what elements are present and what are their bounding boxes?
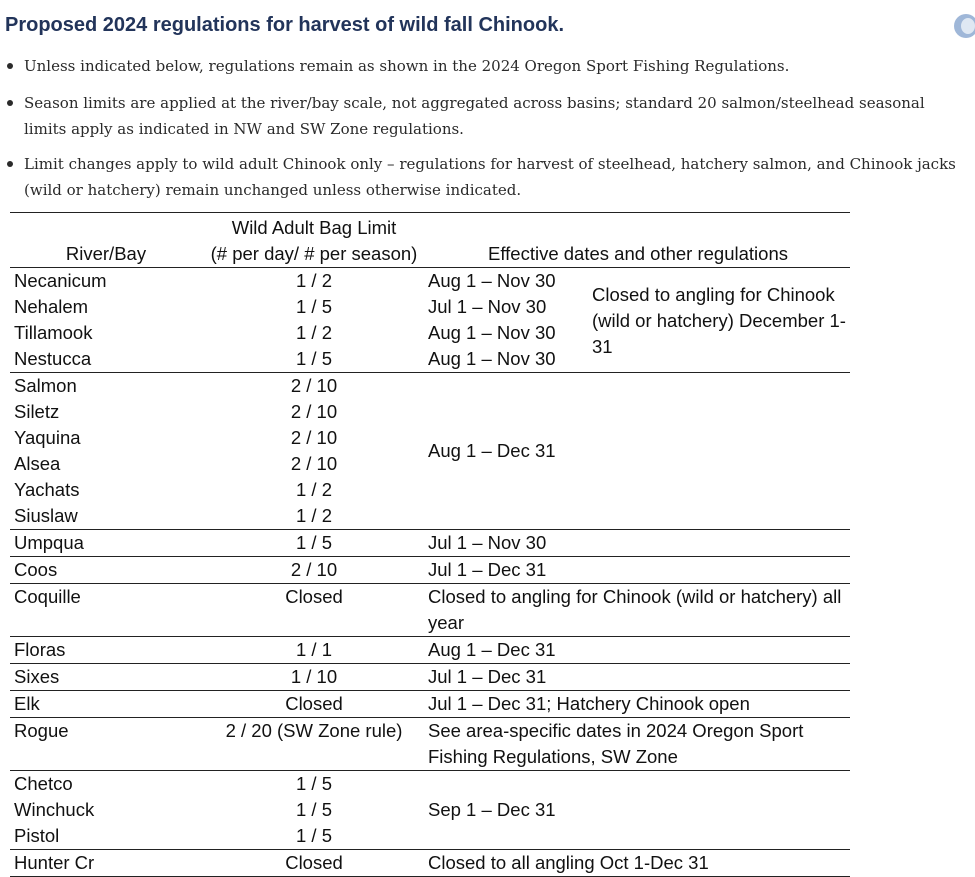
river-name: Pistol bbox=[14, 825, 60, 846]
bag-limit: Closed bbox=[285, 693, 343, 714]
river-name: Hunter Cr bbox=[14, 852, 95, 873]
bag-limit: 1 / 5 bbox=[296, 296, 332, 317]
limit-cell bbox=[202, 850, 426, 876]
river-name: Chetco bbox=[14, 773, 73, 794]
river-name: Winchuck bbox=[14, 799, 95, 820]
limit-cell bbox=[202, 691, 426, 717]
bag-limit: 1 / 2 bbox=[296, 479, 332, 500]
notes-list bbox=[0, 53, 975, 213]
river-cell bbox=[14, 850, 204, 876]
bag-limit: 1 / 10 bbox=[290, 666, 338, 687]
river-cell bbox=[14, 268, 204, 372]
table-row-group bbox=[10, 691, 850, 718]
bag-limit: 1 / 2 bbox=[296, 270, 332, 291]
river-name: Umpqua bbox=[14, 532, 84, 553]
page-title: Proposed 2024 regulations for harvest of wild fall Chinook. bbox=[5, 14, 564, 36]
bag-limit: 1 / 5 bbox=[296, 825, 332, 846]
river-name: Necanicum bbox=[14, 270, 107, 291]
table-row-group bbox=[10, 373, 850, 530]
dates-cell bbox=[428, 637, 850, 663]
river-name: Elk bbox=[14, 693, 40, 714]
effective-dates: Jul 1 – Nov 30 bbox=[428, 296, 547, 317]
table-row-group bbox=[10, 664, 850, 691]
effective-dates: Aug 1 – Nov 30 bbox=[428, 348, 556, 369]
bag-limit: 2 / 10 bbox=[290, 559, 338, 580]
bag-limit: 2 / 10 bbox=[290, 427, 338, 448]
river-name: Alsea bbox=[14, 453, 61, 474]
bag-limit: 2 / 20 (SW Zone rule) bbox=[225, 720, 403, 741]
river-name: Nehalem bbox=[14, 296, 89, 317]
bullet-icon bbox=[7, 100, 13, 106]
river-name: Nestucca bbox=[14, 348, 92, 369]
list-item bbox=[0, 53, 975, 79]
river-name: Floras bbox=[14, 639, 66, 660]
bag-limit: 1 / 5 bbox=[296, 348, 332, 369]
dates-cell bbox=[428, 691, 850, 717]
bag-limit: 2 / 10 bbox=[290, 453, 338, 474]
river-name: Salmon bbox=[14, 375, 77, 396]
river-name: Coos bbox=[14, 559, 58, 580]
effective-dates: Closed to all angling Oct 1-Dec 31 bbox=[428, 852, 709, 873]
header-limit: Wild Adult Bag Limit bbox=[231, 217, 397, 238]
limit-cell bbox=[202, 584, 426, 610]
table-row-group bbox=[10, 530, 850, 557]
river-cell bbox=[14, 691, 204, 717]
river-name: Coquille bbox=[14, 586, 81, 607]
header-dates: Effective dates and other regulations bbox=[488, 243, 788, 264]
bullet-icon bbox=[7, 161, 13, 167]
limit-cell bbox=[202, 637, 426, 663]
limit-cell bbox=[202, 557, 426, 583]
table-body bbox=[10, 268, 850, 877]
bag-limit: 1 / 5 bbox=[296, 773, 332, 794]
dates-cell bbox=[428, 850, 850, 876]
dates-cell bbox=[428, 557, 850, 583]
list-item bbox=[0, 90, 975, 142]
list-item-text: Limit changes apply to wild adult Chinook only – regulations for harvest of steelhead, hatchery salmon, and Chinook jacks (wild or hatchery) remain unchanged unless otherwise indicated. bbox=[24, 155, 956, 199]
effective-dates: See area-specific dates in 2024 Oregon Sport Fishing Regulations, SW Zone bbox=[428, 720, 804, 767]
regulations-table bbox=[10, 212, 850, 877]
bag-limit: 1 / 5 bbox=[296, 532, 332, 553]
limit-cell bbox=[202, 530, 426, 556]
list-item-text: Unless indicated below, regulations remain as shown in the 2024 Oregon Sport Fishing Regulations. bbox=[24, 57, 790, 75]
table-row-group bbox=[10, 718, 850, 771]
effective-dates: Jul 1 – Dec 31 bbox=[428, 559, 547, 580]
header-river: River/Bay bbox=[65, 243, 147, 264]
river-name: Siletz bbox=[14, 401, 60, 422]
river-cell bbox=[14, 771, 204, 849]
limit-cell bbox=[202, 268, 426, 372]
river-cell bbox=[14, 637, 204, 663]
river-cell bbox=[14, 557, 204, 583]
list-item bbox=[0, 151, 975, 203]
effective-dates: Aug 1 – Dec 31 bbox=[428, 639, 556, 660]
header-limit-units: (# per day/ # per season) bbox=[210, 243, 418, 264]
limit-cell bbox=[202, 771, 426, 849]
bullet-icon bbox=[7, 63, 13, 69]
river-cell bbox=[14, 530, 204, 556]
dates-cell bbox=[428, 664, 850, 690]
table-row-group bbox=[10, 584, 850, 637]
bag-limit: 1 / 5 bbox=[296, 799, 332, 820]
river-cell bbox=[14, 584, 204, 610]
river-name: Rogue bbox=[14, 720, 69, 741]
effective-dates: Aug 1 – Nov 30 bbox=[428, 322, 556, 343]
limit-cell bbox=[202, 664, 426, 690]
river-name: Tillamook bbox=[14, 322, 93, 343]
list-item-text: Season limits are applied at the river/bay scale, not aggregated across basins; standard 20 salmon/steelhead seasonal limits apply as indicated in NW and SW Zone regulations. bbox=[24, 94, 925, 138]
effective-dates: Aug 1 – Nov 30 bbox=[428, 270, 556, 291]
effective-dates: Closed to angling for Chinook (wild or hatchery) all year bbox=[428, 586, 842, 633]
river-cell bbox=[14, 718, 204, 744]
river-name: Yachats bbox=[14, 479, 80, 500]
effective-dates: Jul 1 – Dec 31; Hatchery Chinook open bbox=[428, 693, 750, 714]
limit-cell bbox=[202, 373, 426, 529]
bag-limit: Closed bbox=[285, 586, 343, 607]
globe-icon[interactable] bbox=[954, 14, 975, 38]
bag-limit: Closed bbox=[285, 852, 343, 873]
effective-dates: Jul 1 – Dec 31 bbox=[428, 666, 547, 687]
river-name: Siuslaw bbox=[14, 505, 78, 526]
effective-dates: Sep 1 – Dec 31 bbox=[428, 799, 556, 820]
dates-cell bbox=[428, 530, 850, 556]
bag-limit: 1 / 1 bbox=[296, 639, 332, 660]
effective-dates: Jul 1 – Nov 30 bbox=[428, 532, 547, 553]
table-row-group bbox=[10, 268, 850, 373]
river-name: Sixes bbox=[14, 666, 60, 687]
closure-note: Closed to angling for Chinook (wild or hatchery) December 1-31 bbox=[592, 284, 846, 357]
river-cell bbox=[14, 373, 204, 529]
table-row-group bbox=[10, 771, 850, 850]
table-row-group bbox=[10, 637, 850, 664]
river-cell bbox=[14, 664, 204, 690]
bag-limit: 1 / 2 bbox=[296, 322, 332, 343]
effective-dates: Aug 1 – Dec 31 bbox=[428, 440, 556, 461]
bag-limit: 1 / 2 bbox=[296, 505, 332, 526]
table-row-group bbox=[10, 557, 850, 584]
bag-limit: 2 / 10 bbox=[290, 401, 338, 422]
river-name: Yaquina bbox=[14, 427, 81, 448]
bag-limit: 2 / 10 bbox=[290, 375, 338, 396]
limit-cell bbox=[202, 718, 426, 744]
table-header bbox=[10, 213, 850, 268]
